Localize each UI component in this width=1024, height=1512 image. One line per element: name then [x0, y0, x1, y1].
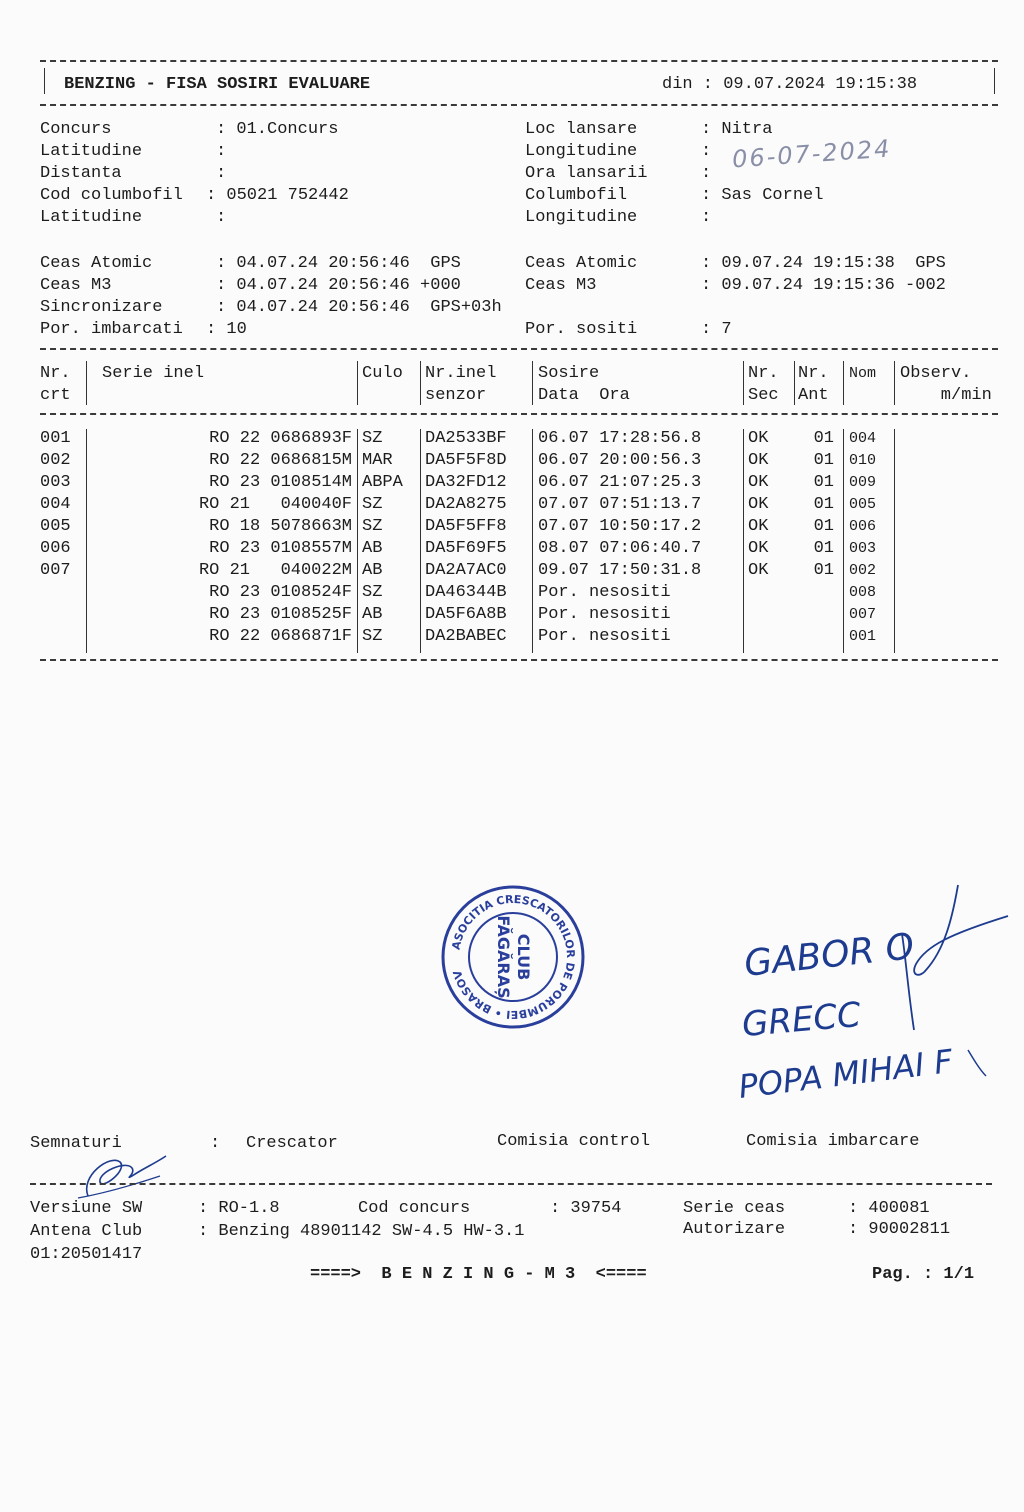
col-divider: [843, 361, 844, 405]
cell-sosire: 06.07 21:07:25.3: [538, 473, 702, 492]
cell-nr-inel-senzor: DA32FD12: [425, 473, 507, 492]
cell-culo: SZ: [362, 583, 383, 602]
club-stamp: [440, 884, 586, 1030]
info-loc-lansare: Loc lansare : Nitra: [525, 120, 773, 139]
table-row: [0, 472, 1024, 494]
footer-autorizare-value: : 90002811: [848, 1220, 951, 1239]
info-longitudine-2: Longitudine :: [525, 208, 722, 227]
cell-nom: 008: [849, 584, 877, 601]
svg-text:ASOCITIA CRESCATORILOR DE PORU: ASOCITIA CRESCATORILOR DE PORUMBEI • BRASOV: [449, 892, 578, 1022]
info-concurs: Concurs : 01.Concurs: [40, 120, 339, 139]
cell-culo: SZ: [362, 517, 383, 536]
cell-nom: 010: [849, 452, 877, 469]
table-bottom-rule: [40, 659, 998, 661]
col-divider: [532, 361, 533, 405]
signatures-crescator: Crescator: [246, 1134, 338, 1153]
clock-right: [525, 253, 946, 341]
col-header-nr-ant: Nr. Ant: [798, 364, 829, 405]
cell-culo: SZ: [362, 429, 383, 448]
cell-nr: 005: [40, 517, 71, 536]
table-row: [0, 604, 1024, 626]
handwritten-release-date: 06-07-2024: [731, 134, 893, 174]
footer-page: Pag. : 1/1: [872, 1265, 975, 1284]
info-columbofil: Columbofil : Sas Cornel: [525, 186, 824, 205]
cell-nr-inel-senzor: DA5F6A8B: [425, 605, 507, 624]
col-header-observ: Observ. m/min: [900, 364, 992, 405]
footer-antena-id: 01:20501417: [30, 1245, 143, 1264]
footer-cod-concurs-value: : 39754: [550, 1199, 622, 1218]
cell-nom: 001: [849, 628, 877, 645]
cell-nr-inel-senzor: DA46344B: [425, 583, 507, 602]
cell-nr-inel-senzor: DA2BABEC: [425, 627, 507, 646]
signatures-colon: :: [210, 1134, 221, 1153]
cell-serie-inel: RO 23 0108557M: [209, 539, 352, 558]
info-longitudine: Longitudine :: [525, 142, 722, 161]
clock-ceas-m3-start: Ceas M3 : 04.07.24 20:56:46 +000: [40, 276, 461, 295]
header-date: din : 09.07.2024 19:15:38: [662, 75, 918, 94]
clock-sincronizare: Sincronizare : 04.07.24 20:56:46 GPS+03h: [40, 298, 502, 317]
col-header-sosire: Sosire Data Ora: [538, 364, 630, 405]
col-header-nr-inel-senzor: Nr.inel senzor: [425, 364, 497, 405]
cell-culo: SZ: [362, 627, 383, 646]
info-left: [40, 119, 349, 229]
cell-nr-sec: OK: [748, 495, 769, 514]
table-row: [0, 428, 1024, 450]
cell-sosire: 06.07 20:00:56.3: [538, 451, 702, 470]
table-row: [0, 560, 1024, 582]
footer-serie-ceas-label: Serie ceas: [683, 1199, 786, 1218]
table-row: [0, 538, 1024, 560]
cell-serie-inel: RO 22 0686893F: [209, 429, 352, 448]
cell-nr-sec: OK: [748, 473, 769, 492]
cell-nom: 007: [849, 606, 877, 623]
footer-antena-label: Antena Club: [30, 1222, 143, 1241]
cell-sosire: 07.07 07:51:13.7: [538, 495, 702, 514]
cell-nr-ant: 01: [813, 561, 834, 580]
cell-sosire: 08.07 07:06:40.7: [538, 539, 702, 558]
handwritten-name-3: POPA MIHAI F: [736, 1042, 955, 1106]
info-cod-columbofil: Cod columbofil : 05021 752442: [40, 186, 349, 205]
cell-sosire: Por. nesositi: [538, 627, 671, 646]
handwritten-signatures: [730, 880, 1020, 1120]
cell-nr-ant: 01: [813, 429, 834, 448]
footer-antena-value: : Benzing 48901142 SW-4.5 HW-3.1: [198, 1222, 525, 1241]
svg-text:FĂGĂRAȘ: FĂGĂRAȘ: [494, 915, 513, 999]
signatures-comisia-imbarcare: Comisia imbarcare: [746, 1132, 920, 1151]
cell-nr-inel-senzor: DA5F5FF8: [425, 517, 507, 536]
cell-nr-sec: OK: [748, 517, 769, 536]
club-stamp-seal: [440, 884, 586, 1030]
cell-serie-inel: RO 21 040040F: [198, 495, 352, 514]
cell-culo: MAR: [362, 451, 393, 470]
cell-nr-inel-senzor: DA2A8275: [425, 495, 507, 514]
cell-nr-ant: 01: [813, 451, 834, 470]
header-left-bar: [44, 68, 45, 94]
signatures-comisia-control: Comisia control: [497, 1132, 651, 1151]
header-right-bar: [994, 68, 995, 94]
footer-autorizare-label: Autorizare: [683, 1220, 786, 1239]
col-divider: [794, 361, 795, 405]
cell-serie-inel: RO 22 0686815M: [209, 451, 352, 470]
cell-nr-ant: 01: [813, 473, 834, 492]
col-header-nr-sec: Nr. Sec: [748, 364, 779, 405]
col-divider: [743, 361, 744, 405]
cell-sosire: Por. nesositi: [538, 605, 671, 624]
crescator-signature: [70, 1146, 180, 1206]
footer-serie-ceas-value: : 400081: [848, 1199, 930, 1218]
table-row: [0, 494, 1024, 516]
cell-nr-ant: 01: [813, 495, 834, 514]
cell-culo: AB: [362, 539, 383, 558]
clock-left: [40, 253, 502, 341]
cell-nr-inel-senzor: DA5F69F5: [425, 539, 507, 558]
table-header-rule: [40, 413, 998, 415]
col-header-nr-crt: Nr. crt: [40, 364, 71, 405]
col-divider: [420, 361, 421, 405]
handwritten-name-1: GABOR O: [742, 926, 917, 985]
table-row: [0, 516, 1024, 538]
cell-nr-inel-senzor: DA5F5F8D: [425, 451, 507, 470]
cell-sosire: 07.07 10:50:17.2: [538, 517, 702, 536]
table-row: [0, 626, 1024, 648]
info-ora-lansarii: Ora lansarii :: [525, 164, 722, 183]
col-divider: [894, 361, 895, 405]
cell-nr-sec: OK: [748, 429, 769, 448]
document-title: BENZING - FISA SOSIRI EVALUARE: [64, 75, 371, 94]
col-divider: [86, 361, 87, 405]
arrivals-table: [0, 361, 1024, 651]
cell-nr: 003: [40, 473, 71, 492]
cell-serie-inel: RO 23 0108524F: [209, 583, 352, 602]
cell-nr: 004: [40, 495, 71, 514]
cell-nr-sec: OK: [748, 451, 769, 470]
cell-nom: 005: [849, 496, 877, 513]
footer-versiune-value: : RO-1.8: [198, 1199, 280, 1218]
cell-sosire: 06.07 17:28:56.8: [538, 429, 702, 448]
cell-nr-inel-senzor: DA2533BF: [425, 429, 507, 448]
table-row: [0, 582, 1024, 604]
cell-nr: 002: [40, 451, 71, 470]
cell-culo: ABPA: [362, 473, 403, 492]
table-top-rule: [40, 348, 998, 350]
table-row: [0, 450, 1024, 472]
cell-culo: AB: [362, 605, 383, 624]
footer-versiune-label: Versiune SW: [30, 1199, 143, 1218]
cell-nr: 007: [40, 561, 71, 580]
cell-nr-inel-senzor: DA2A7AC0: [425, 561, 507, 580]
col-header-serie-inel: Serie inel: [102, 364, 205, 383]
top-dashed-rule: [40, 60, 998, 62]
cell-nom: 003: [849, 540, 877, 557]
cell-culo: AB: [362, 561, 383, 580]
cell-nr: 001: [40, 429, 71, 448]
clock-ceas-m3-end: Ceas M3 : 09.07.24 19:15:36 -002: [525, 276, 946, 295]
cell-serie-inel: RO 21 040022M: [198, 561, 352, 580]
info-latitudine: Latitudine :: [40, 142, 237, 161]
cell-culo: SZ: [362, 495, 383, 514]
cell-nr-ant: 01: [813, 539, 834, 558]
cell-nr: 006: [40, 539, 71, 558]
col-header-culo: Culo: [362, 364, 403, 383]
cell-serie-inel: RO 23 0108514M: [209, 473, 352, 492]
col-header-nom: Nom: [849, 365, 877, 382]
info-distanta: Distanta :: [40, 164, 237, 183]
cell-nom: 002: [849, 562, 877, 579]
cell-nr-sec: OK: [748, 561, 769, 580]
cell-serie-inel: RO 18 5078663M: [209, 517, 352, 536]
cell-serie-inel: RO 22 0686871F: [209, 627, 352, 646]
clock-blank: [525, 297, 535, 319]
header-bottom-rule: [40, 104, 998, 106]
svg-text:CLUB: CLUB: [514, 933, 533, 981]
clock-ceas-atomic-start: Ceas Atomic : 04.07.24 20:56:46 GPS: [40, 254, 461, 273]
cell-nom: 009: [849, 474, 877, 491]
clock-por-imbarcati: Por. imbarcati : 10: [40, 320, 247, 339]
signatures-label: Semnaturi: [30, 1134, 122, 1153]
footer-top-rule: [30, 1183, 992, 1185]
cell-serie-inel: RO 23 0108525F: [209, 605, 352, 624]
cell-nr-sec: OK: [748, 539, 769, 558]
clock-ceas-atomic-end: Ceas Atomic : 09.07.24 19:15:38 GPS: [525, 254, 946, 273]
cell-nom: 006: [849, 518, 877, 535]
col-divider: [357, 361, 358, 405]
cell-sosire: 09.07 17:50:31.8: [538, 561, 702, 580]
cell-nom: 004: [849, 430, 877, 447]
footer-brand: ====> B E N Z I N G - M 3 <====: [310, 1265, 647, 1284]
info-latitudine-2: Latitudine :: [40, 208, 237, 227]
cell-nr-ant: 01: [813, 517, 834, 536]
clock-por-sositi: Por. sositi : 7: [525, 320, 732, 339]
handwritten-name-2: GRECC: [740, 994, 863, 1046]
cell-sosire: Por. nesositi: [538, 583, 671, 602]
footer-cod-concurs-label: Cod concurs: [358, 1199, 471, 1218]
